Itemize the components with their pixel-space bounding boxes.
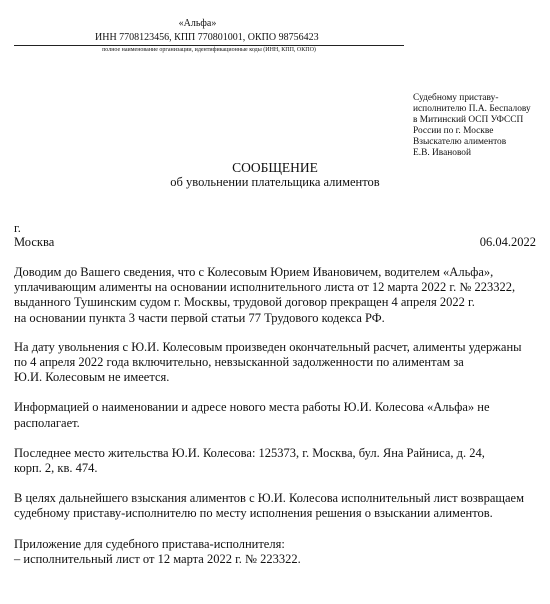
body-paragraph	[14, 446, 550, 476]
body-paragraph	[14, 340, 550, 386]
paragraph-gap	[14, 476, 550, 491]
addressee-line: в Митинский ОСП УФССП	[413, 115, 524, 125]
addressee-line: Судебному приставу-	[413, 93, 499, 103]
document-body	[14, 265, 550, 567]
paragraph-gap	[14, 326, 550, 340]
paragraph-gap	[14, 385, 550, 400]
addressee-line: России по г. Москве	[413, 126, 494, 136]
attachment-paragraph	[14, 537, 550, 567]
body-line: – исполнительный лист от 12 марта 2022 г. № 223322.	[14, 551, 301, 566]
paragraph-gap	[14, 522, 550, 537]
addressee-line: Е.В. Ивановой	[413, 148, 472, 158]
body-line: выданного Тушинским судом г. Москвы, трудовой договор прекращен 4 апреля 2022 г.	[14, 295, 475, 310]
body-line: располагает.	[14, 415, 80, 430]
addressee-line: исполнителю П.А. Беспалову	[413, 104, 531, 114]
organization-codes: ИНН 7708123456, КПП 770801001, ОКПО 98756423	[95, 32, 319, 43]
body-line: Доводим до Вашего сведения, что с Колесовым Юрием Ивановичем, водителем «Альфа»,	[14, 265, 494, 279]
body-line: на основании пункта 3 части первой статьи 77 Трудового кодекса РФ.	[14, 310, 385, 325]
document-date: 06.04.2022	[479, 235, 536, 249]
city: Москва	[14, 235, 55, 249]
addressee-line: Взыскателю алиментов	[413, 137, 507, 147]
document-title: СООБЩЕНИЕ	[232, 160, 318, 175]
document-subtitle: об увольнении плательщика алиментов	[170, 175, 380, 189]
city-prefix: г.	[14, 221, 21, 235]
body-line: уплачивающим алименты на основании исполнительного листа от 12 марта 2022 г. № 223322,	[14, 280, 516, 295]
body-line: Последнее место жительства Ю.И. Колесова: 125373, г. Москва, бул. Яна Райниса, д. 24,	[14, 445, 485, 460]
organization-name: «Альфа»	[178, 18, 217, 29]
body-paragraph	[14, 491, 550, 521]
body-line: корп. 2, кв. 474.	[14, 461, 98, 476]
body-line: судебному приставу-исполнителю по месту исполнения решения о взыскании алиментов.	[14, 506, 493, 521]
body-line: Ю.И. Колесовым не имеется.	[14, 370, 170, 385]
addressee-block	[413, 93, 531, 159]
body-paragraph	[14, 400, 550, 430]
body-line: Информацией о наименовании и адресе нового места работы Ю.И. Колесова «Альфа» не	[14, 400, 490, 415]
body-line: В целях дальнейшего взыскания алиментов с Ю.И. Колесова исполнительный лист возвращаем	[14, 491, 524, 506]
body-line: Приложение для судебного пристава-исполнителя:	[14, 536, 285, 551]
header-rule	[14, 45, 404, 46]
paragraph-gap	[14, 431, 550, 446]
body-line: На дату увольнения с Ю.И. Колесовым произведен окончательный расчет, алименты удержаны	[14, 339, 522, 354]
body-paragraph	[14, 265, 550, 326]
body-line: по 4 апреля 2022 года включительно, невзысканной задолженности по алиментам за	[14, 355, 464, 370]
organization-caption: полное наименование организации, идентификационные коды (ИНН, КПП, ОКПО)	[102, 47, 316, 53]
